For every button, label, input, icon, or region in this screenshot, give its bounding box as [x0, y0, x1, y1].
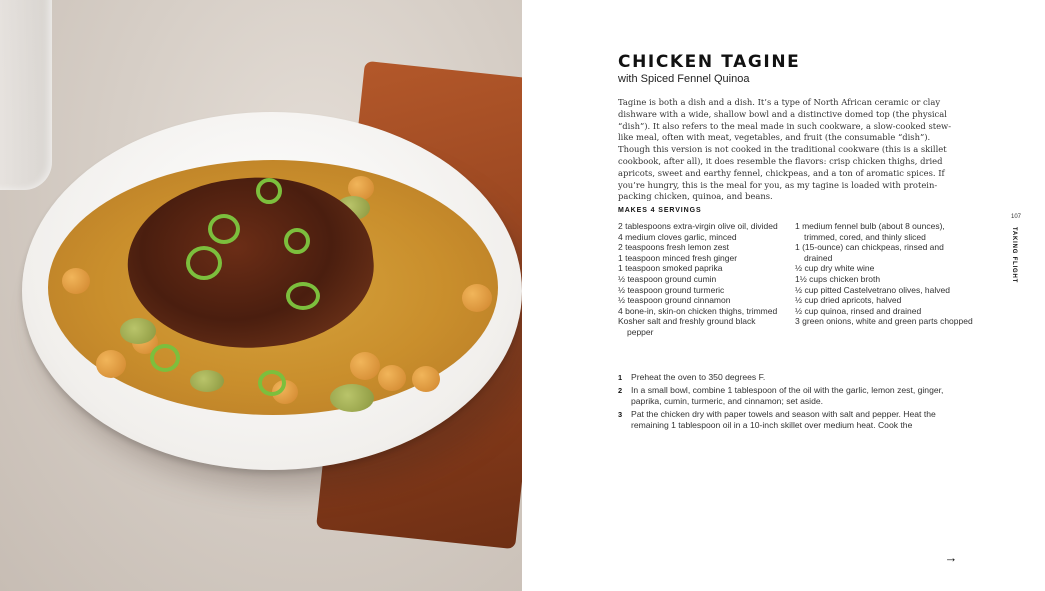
olive — [120, 318, 156, 344]
ingredient-item: Kosher salt and freshly ground black pepper — [618, 316, 756, 337]
chickpea — [378, 365, 406, 391]
ingredient-item: 4 medium cloves garlic, minced — [618, 231, 737, 242]
running-head: TAKING FLIGHT — [1011, 226, 1017, 284]
recipe-title: CHICKEN TAGINE — [618, 52, 801, 72]
chickpea — [96, 350, 126, 378]
olive — [190, 370, 224, 392]
step-number: 3 — [618, 409, 623, 419]
ingredient-item: ½ cup dry white wine — [795, 263, 875, 274]
ingredient-item: 3 green onions, white and green parts chopped — [795, 316, 973, 327]
ingredient-item: 1 (15-ounce) can chickpeas, rinsed and drained — [795, 242, 944, 263]
ingredient-item: 2 tablespoons extra-virgin olive oil, divided — [618, 221, 778, 231]
recipe-photo — [0, 0, 522, 591]
chickpea — [350, 352, 380, 380]
ingredient-item: ½ teaspoon ground turmeric — [618, 284, 725, 295]
step-text: Pat the chicken dry with paper towels and season with salt and pepper. Heat the remaining 1 tablespoon oil in a 10-inch skillet over medium heat. Cook the — [631, 408, 936, 431]
ingredient-item: ½ cup quinoa, rinsed and drained — [795, 305, 922, 316]
chickpea — [462, 284, 492, 312]
recipe-page — [522, 0, 1045, 591]
ingredient-item: 2 teaspoons fresh lemon zest — [618, 242, 730, 253]
olive — [330, 384, 374, 412]
ingredient-item: 4 bone-in, skin-on chicken thighs, trimmed — [618, 305, 778, 316]
ingredients-column-2 — [795, 221, 973, 327]
ingredients-column-1 — [618, 221, 783, 338]
page-number: 107 — [1011, 214, 1022, 220]
step-text: In a small bowl, combine 1 tablespoon of the oil with the garlic, lemon zest, ginger, paprika, cumin, turmeric, and cinnamon; set aside. — [631, 384, 944, 407]
recipe-subtitle: with Spiced Fennel Quinoa — [618, 73, 750, 85]
step-number: 2 — [618, 385, 623, 395]
green-onion — [186, 246, 222, 280]
chickpea — [62, 268, 90, 294]
chickpea — [412, 366, 440, 392]
ingredient-item: 1 teaspoon minced fresh ginger — [618, 252, 738, 263]
method-step — [618, 409, 963, 432]
green-onion — [284, 228, 310, 254]
ingredient-item: ½ cup pitted Castelvetrano olives, halved — [795, 284, 950, 295]
green-onion — [286, 282, 320, 310]
green-onion — [208, 214, 240, 244]
recipe-intro: Tagine is both a dish and a dish. It’s a type of North African ceramic or clay dishware with a wide, shallow bowl and a distinctive domed top (the physical “dish”). It also refers to the meal made in such cookware, a slow-cooked stew-like meal, often with meat, vegetables, and fruit (the consumable “dish”). Though this version is not cooked in the traditional cookware (this is a skillet cookbook, after all), it does resemble the flavors: crisp chicken thighs, dried apricots, sweet and earthy fennel, chickpeas, and a ton of aromatic spices. If you’re hungry, this is the meal for you, as my tagine is loaded with protein-packing chicken, quinoa, and beans. — [618, 97, 952, 202]
green-onion — [150, 344, 180, 372]
servings-heading: MAKES 4 SERVINGS — [618, 207, 702, 214]
ingredient-item: 1½ cups chicken broth — [795, 273, 881, 284]
ingredient-item: ½ cup dried apricots, halved — [795, 295, 902, 306]
green-onion — [258, 370, 286, 396]
ingredient-item: ½ teaspoon ground cumin — [618, 273, 717, 284]
method-step — [618, 385, 963, 408]
method-step — [618, 372, 963, 384]
method-steps — [618, 372, 963, 433]
ingredient-item: ½ teaspoon ground cinnamon — [618, 295, 731, 306]
green-onion — [256, 178, 282, 204]
ingredient-item: 1 teaspoon smoked paprika — [618, 263, 723, 274]
step-text: Preheat the oven to 350 degrees F. — [631, 372, 766, 382]
ingredient-item: 1 medium fennel bulb (about 8 ounces), trimmed, cored, and thinly sliced — [795, 221, 945, 242]
water-glass — [0, 0, 52, 190]
step-number: 1 — [618, 373, 623, 382]
next-page-arrow-icon[interactable]: → — [944, 550, 958, 565]
